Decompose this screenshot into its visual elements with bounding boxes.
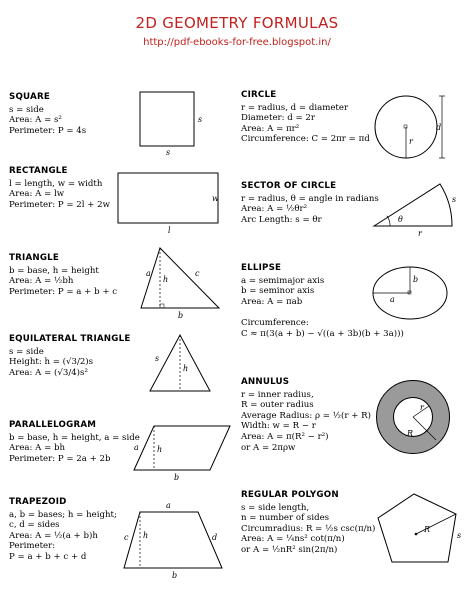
- circle-section: [241, 90, 370, 145]
- annulus-line-5: Area: A = π(R² − r²): [241, 431, 329, 442]
- rectangle-line-2: Area: A = lw: [9, 189, 65, 200]
- rectangle-line-1: l = length, w = width: [9, 178, 103, 189]
- sector-label-r: r: [418, 229, 422, 238]
- square-line-2: Area: A = s²: [9, 115, 62, 126]
- ellipse-label-a: a: [390, 295, 395, 304]
- square-line-1: s = side: [9, 104, 44, 115]
- trapezoid-figure: [118, 498, 233, 580]
- trapezoid-line-4: Perimeter:: [9, 541, 56, 552]
- annulus-line-1: r = inner radius,: [241, 389, 314, 400]
- parallelogram-shape: [134, 426, 230, 470]
- square-line-3: Perimeter: P = 4s: [9, 125, 87, 136]
- square-section: [9, 92, 86, 136]
- trapezoid-label-a: a: [166, 501, 171, 510]
- polygon-center-dot: [415, 533, 418, 536]
- equilateral-heading: EQUILATERAL TRIANGLE: [9, 334, 131, 344]
- polygon-label-s: s: [457, 531, 462, 540]
- square-heading: SQUARE: [9, 92, 50, 102]
- parallelogram-label-a: a: [134, 443, 139, 452]
- parallelogram-figure: [130, 418, 235, 486]
- parallelogram-line-1: b = base, h = height, a = side: [9, 432, 140, 443]
- annulus-section: [241, 377, 371, 453]
- circle-line-2: Diameter: d = 2r: [241, 113, 316, 124]
- trapezoid-heading: TRAPEZOID: [9, 497, 67, 507]
- page-title: 2D GEOMETRY FORMULAS: [135, 14, 339, 32]
- equilateral-label-s: s: [155, 354, 160, 363]
- parallelogram-section: [9, 420, 140, 464]
- trapezoid-shape: [124, 512, 222, 568]
- sector-heading: SECTOR OF CIRCLE: [241, 181, 337, 191]
- rectangle-line-3: Perimeter: P = 2l + 2w: [9, 199, 110, 210]
- source-url-link[interactable]: http://pdf-ebooks-for-free.blogspot.in/: [143, 37, 331, 48]
- triangle-heading: TRIANGLE: [9, 253, 60, 263]
- polygon-figure: [372, 488, 467, 572]
- annulus-label-r: r: [420, 403, 424, 412]
- sector-label-s: s: [452, 195, 457, 204]
- polygon-radius-line: [416, 514, 456, 534]
- ellipse-line-3: Area: A = πab: [241, 296, 303, 307]
- annulus-figure: [374, 378, 454, 458]
- polygon-line-5: or A = ½nR² sin(2π/n): [241, 544, 338, 555]
- polygon-shape: [378, 494, 456, 562]
- ellipse-line-5: Circumference:: [241, 317, 309, 328]
- sector-line-3: Arc Length: s = θr: [241, 214, 322, 225]
- sector-label-theta: θ: [398, 215, 403, 224]
- ellipse-line-2: b = seminor axis: [241, 286, 315, 297]
- equilateral-line-3: Area: A = (√3/4)s²: [9, 367, 88, 378]
- annulus-line-2: R = outer radius: [241, 400, 314, 411]
- ellipse-heading: ELLIPSE: [241, 263, 282, 273]
- sector-line-2: Area: A = ½θr²: [241, 204, 308, 215]
- parallelogram-label-h: h: [157, 445, 163, 454]
- polygon-line-1: s = side length,: [241, 502, 310, 513]
- triangle-label-h: h: [163, 275, 169, 284]
- triangle-section: [9, 253, 117, 297]
- polygon-label-R: R: [424, 525, 431, 534]
- sector-shape: [374, 184, 452, 226]
- polygon-section: [241, 490, 375, 556]
- circle-line-4: Circumference: C = 2πr = πd: [241, 134, 370, 145]
- trapezoid-label-b: b: [172, 571, 178, 580]
- square-label-right: s: [198, 115, 203, 124]
- rectangle-heading: RECTANGLE: [9, 166, 68, 176]
- trapezoid-label-d: d: [212, 533, 218, 542]
- sector-figure: [368, 172, 468, 240]
- equilateral-line-1: s = side: [9, 346, 44, 357]
- trapezoid-line-1: a, b = bases; h = height;: [9, 509, 117, 520]
- circle-figure: [372, 92, 462, 168]
- ellipse-line-1: a = semimajor axis: [241, 275, 325, 286]
- annulus-line-6: or A = 2πρw: [241, 442, 296, 453]
- annulus-heading: ANNULUS: [241, 377, 290, 387]
- triangle-line-3: Perimeter: P = a + b + c: [9, 286, 118, 297]
- equilateral-figure: [145, 327, 225, 397]
- triangle-shape: [141, 248, 219, 308]
- parallelogram-line-2: Area: A = bh: [9, 443, 66, 454]
- rectangle-label-length: l: [168, 226, 171, 235]
- ellipse-label-b: b: [413, 275, 419, 284]
- sector-line-1: r = radius, θ = angle in radians: [241, 193, 379, 204]
- equilateral-line-2: Height: h = (√3/2)s: [9, 357, 94, 368]
- triangle-label-a: a: [146, 269, 151, 278]
- parallelogram-heading: PARALLELOGRAM: [9, 420, 97, 430]
- trapezoid-section: [9, 497, 117, 563]
- trapezoid-line-3: Area: A = ½(a + b)h: [9, 530, 98, 541]
- square-shape: [140, 92, 194, 146]
- square-figure: [130, 82, 210, 157]
- triangle-label-c: c: [195, 269, 200, 278]
- rectangle-shape: [118, 173, 218, 223]
- annulus-label-R: R: [407, 429, 414, 438]
- equilateral-label-h: h: [183, 364, 189, 373]
- triangle-line-2: Area: A = ½bh: [9, 276, 74, 287]
- equilateral-section: [9, 334, 130, 378]
- rectangle-figure: [110, 165, 230, 237]
- square-label-bottom: s: [166, 148, 171, 157]
- rectangle-label-width: w: [212, 194, 219, 203]
- parallelogram-line-3: Perimeter: P = 2a + 2b: [9, 453, 111, 464]
- trapezoid-label-c: c: [124, 533, 129, 542]
- sector-section: [241, 181, 379, 225]
- parallelogram-label-b: b: [174, 473, 180, 482]
- circle-label-d: d: [436, 123, 442, 132]
- polygon-line-4: Area: A = ¼ns² cot(π/n): [241, 534, 345, 545]
- annulus-line-3: Average Radius: ρ = ½(r + R): [241, 410, 371, 421]
- trapezoid-line-5: P = a + b + c + d: [9, 551, 87, 562]
- polygon-heading: REGULAR POLYGON: [241, 490, 339, 500]
- circle-line-3: Area: A = πr²: [241, 123, 300, 134]
- circle-heading: CIRCLE: [241, 90, 277, 100]
- ellipse-line-6: C ≈ π(3(a + b) − √((a + 3b)(b + 3a))): [241, 328, 404, 339]
- trapezoid-label-h: h: [143, 531, 149, 540]
- annulus-line-4: Width: w = R − r: [241, 421, 316, 432]
- circle-label-r: r: [409, 137, 413, 146]
- triangle-figure: [135, 240, 230, 320]
- trapezoid-line-2: c, d = sides: [9, 520, 60, 531]
- triangle-label-b: b: [178, 311, 184, 320]
- circle-line-1: r = radius, d = diameter: [241, 102, 349, 113]
- polygon-line-3: Circumradius: R = ½s csc(π/n): [241, 523, 376, 534]
- polygon-line-2: n = number of sides: [241, 513, 330, 524]
- triangle-line-1: b = base, h = height: [9, 265, 99, 276]
- ellipse-figure: [370, 264, 460, 324]
- rectangle-section: [9, 166, 110, 210]
